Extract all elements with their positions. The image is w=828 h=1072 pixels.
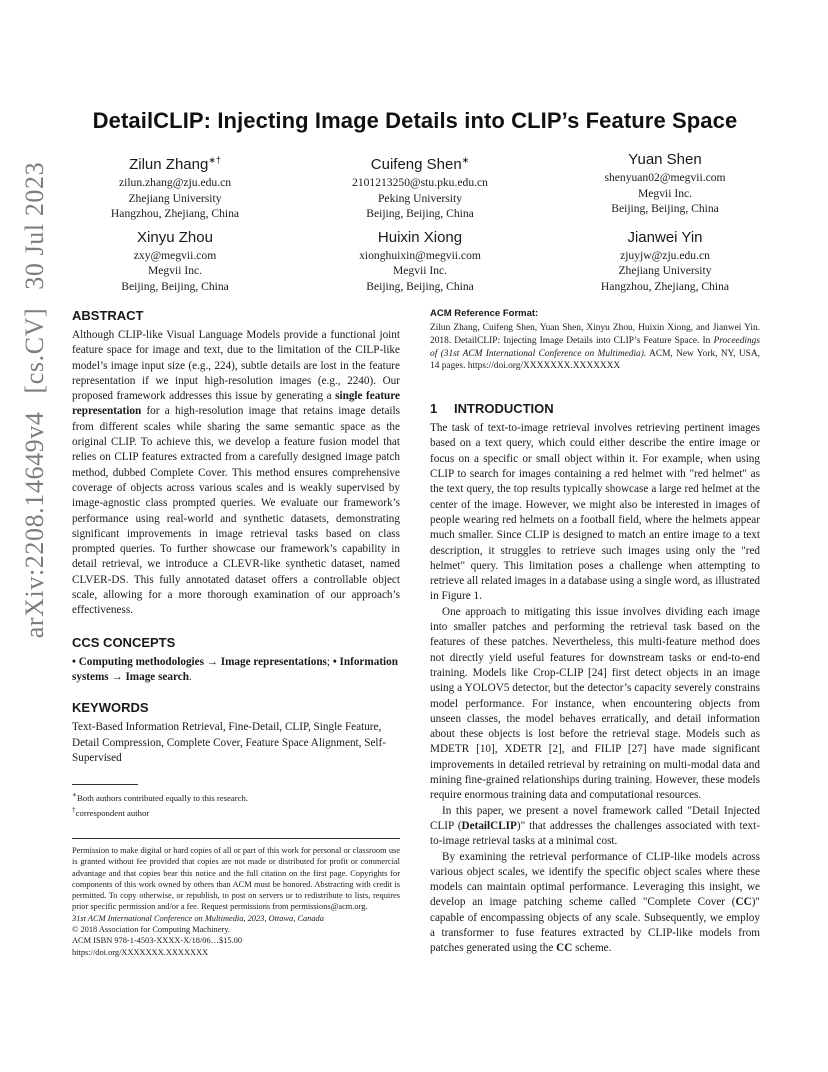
author-name: Zilun Zhang∗†	[129, 155, 221, 173]
author-email: zilun.zhang@zju.edu.cn	[118, 176, 232, 189]
author-email: xionghuixin@megvii.com	[359, 248, 481, 262]
author-location: Beijing, Beijing, China	[366, 207, 474, 220]
author-location: Beijing, Beijing, China	[366, 279, 474, 293]
author-name: Xinyu Zhou	[137, 228, 213, 246]
author-affiliation: Megvii Inc.	[637, 186, 693, 200]
reference-format-heading: ACM Reference Format:	[430, 308, 539, 319]
arxiv-id: arXiv:2208.14649v4	[20, 411, 49, 639]
author-block	[70, 150, 770, 300]
author-affiliation: Zhejiang University	[618, 264, 712, 277]
arxiv-date: 30 Jul 2023	[20, 161, 49, 290]
doi-line: https://doi.org/XXXXXXX.XXXXXXX	[72, 947, 209, 957]
intro-paragraph-2: One approach to mitigating this issue involves dividing each image into smaller patches and performing the retrieval task based on the features of these patches. Nevertheless, this multi-feature method does not directly yield useful features for downstream tasks or end-to-end training. Models like Crop-CLIP [24] first detect objects in an image using a YOLOV5 detector, but the detector’s capacity severely constrains model performance. For instance, when encountering objects from unseen classes, the model behaves erratically, and detail information about these objects is lost before the retrieval stage. Models such as MDETR [10], XDETR [2], and FILIP [27] have made significant improvements in detailed retrieval by retraining on multi-modal data and mining fine-grained relationships during training. However, these models require enormous training data and computational resources.	[430, 605, 760, 802]
abstract-bold-phrase: single feature representation	[72, 390, 401, 418]
author-card	[70, 150, 280, 222]
author-email: shenyuan02@megvii.com	[604, 171, 726, 184]
author-row-2	[70, 228, 770, 295]
author-card	[315, 228, 525, 295]
permission-block	[72, 838, 400, 958]
reference-format-text: Zilun Zhang, Cuifeng Shen, Yuan Shen, Xinyu Zhou, Huixin Xiong, and Jianwei Yin. 2018. DetailCLIP: Injecting Image Details into CLIP’s Feature Space. In Proceedings of (31st ACM International Conference on Multimedia). ACM, New York, NY, USA, 14 pages. https://doi.org/XXXXXXX.XXXXXXX	[430, 323, 761, 372]
footnote-correspondent: †correspondent author	[72, 806, 150, 818]
footnotes	[72, 784, 400, 819]
author-name: Yuan Shen	[628, 151, 702, 168]
author-location: Hangzhou, Zhejiang, China	[110, 207, 240, 220]
introduction-heading: 1 INTRODUCTION	[430, 401, 554, 417]
author-affiliation: Megvii Inc.	[392, 264, 448, 277]
isbn-line: ACM ISBN 978-1-4503-XXXX-X/18/06…$15.00	[72, 936, 243, 946]
footnote-rule	[72, 784, 138, 785]
ccs-concepts-text: • Computing methodologies → Image representations; • Information systems → Image search.	[72, 655, 398, 683]
author-card	[560, 150, 770, 222]
keywords-heading: KEYWORDS	[72, 700, 149, 716]
ccs-heading: CCS CONCEPTS	[72, 634, 176, 650]
arxiv-category: [cs.CV]	[20, 307, 49, 394]
author-location: Beijing, Beijing, China	[121, 279, 229, 293]
author-location: Beijing, Beijing, China	[611, 202, 719, 215]
author-mark: ∗	[461, 155, 470, 165]
permission-text: Permission to make digital or hard copies of all or part of this work for personal or classroom use is granted without fee provided that copies are not made or distributed for profit or commercial advantage and that copies bear this notice and the full citation on the first page. Copyrights for components of this work owned by others than ACM must be honored. Abstracting with credit is permitted. To copy otherwise, or republish, to post on servers or to redistribute to lists, requires prior specific permission and/or a fee. Request permissions from permissions@acm.org.	[72, 845, 400, 912]
footnote-equal-contribution: ∗Both authors contributed equally to this research.	[72, 791, 248, 804]
author-name: Cuifeng Shen∗	[370, 155, 470, 173]
section-number: 1	[430, 401, 438, 417]
copyright-line: © 2018 Association for Computing Machinery.	[72, 924, 230, 934]
author-name: Jianwei Yin	[627, 228, 703, 246]
abstract-heading: ABSTRACT	[72, 308, 144, 323]
intro-paragraph-3: In this paper, we present a novel framework called "Detail Injected CLIP (DetailCLIP)" that addresses the challenges associated with text-to-image retrieval tasks at a minimal cost.	[430, 804, 760, 848]
author-name: Huixin Xiong	[377, 228, 463, 246]
author-card	[70, 228, 280, 295]
paper-title: DetailCLIP: Injecting Image Details into CLIP’s Feature Space	[92, 108, 738, 133]
intro-paragraph-1: The task of text-to-image retrieval involves retrieving pertinent images based on a text query, which could either describe the entire image or focus on a specific or small object within it. For example, when using CLIP to search for images containing a red helmet with "red helmet" as the text query, the top results typically showcase a large red helmet at the center of the image. However, we might also be interested in images of people wearing red helmets on a football field, where the helmets appear much smaller. Since CLIP is designed to match an entire image to a text description, it struggles to retrieve such images using only the "red helmet" query. This limitation poses a challenge when attempting to retrieve all related images in a database using a single word, as illustrated in Figure 1.	[430, 422, 760, 603]
author-card	[315, 150, 525, 222]
keywords-text: Text-Based Information Retrieval, Fine-Detail, CLIP, Single Feature, Detail Compression, Complete Cover, Feature Space Alignment, Self-Supervised	[72, 721, 386, 764]
left-column	[72, 308, 400, 958]
author-email: zxy@megvii.com	[133, 248, 217, 262]
author-affiliation: Zhejiang University	[128, 191, 222, 205]
author-row-1	[70, 150, 770, 222]
permission-rule	[72, 838, 400, 839]
abstract-text: Although CLIP-like Visual Language Models provide a functional joint feature space for image and text, due to the limitation of the CILP-like model’s image input size (e.g., 224), subtle details are lost in the feature representation if we input high-resolution images (e.g., 2240). Our proposed framework addresses this issue by generating a single feature representation for a high-resolution image that retains image details from different scales while sharing the same semantic space as the original CLIP. To achieve this, we develop a feature fusion model that relies on CLIP features extracted from a carefully designed image patch method, dubbed Complete Cover. This method ensures comprehensive coverage of objects across various scales and is weakly supervised by image-agnostic class prompted queries. We evaluate our framework’s performance using real-world and synthetic datasets, demonstrating significant improvements in image retrieval tasks based on class prompted queries. To further showcase our framework’s capability in detail retrieval, we introduce a CLEVR-like synthetic dataset, named CLVER-DS. This fully annotated dataset offers a controllable object scale, allowing for a more thorough examination of our approach’s effectiveness.	[72, 329, 401, 617]
author-email: 2101213250@stu.pku.edu.cn	[352, 176, 488, 189]
arxiv-identifier-stamp	[15, 140, 55, 660]
author-location: Hangzhou, Zhejiang, China	[600, 279, 730, 293]
right-column	[430, 308, 760, 957]
author-card	[560, 228, 770, 295]
intro-paragraph-4: By examining the retrieval performance of CLIP-like models across various object scales, we identify the specific object scales where these models can maintain optimal performance. Leveraging this insight, we develop an image patching scheme called "Complete Cover (CC)" capable of encompassing objects of any scale. Subsequently, we employ a transformer to fuse features extracted by CLIP-like models from patches generated using the CC scheme.	[430, 850, 760, 955]
author-affiliation: Megvii Inc.	[147, 264, 203, 277]
conference-line: 31st ACM International Conference on Multimedia, 2023, Ottawa, Canada	[72, 913, 324, 923]
author-email: zjuyjw@zju.edu.cn	[620, 248, 710, 262]
author-affiliation: Peking University	[377, 191, 463, 205]
author-mark: ∗†	[208, 155, 221, 165]
